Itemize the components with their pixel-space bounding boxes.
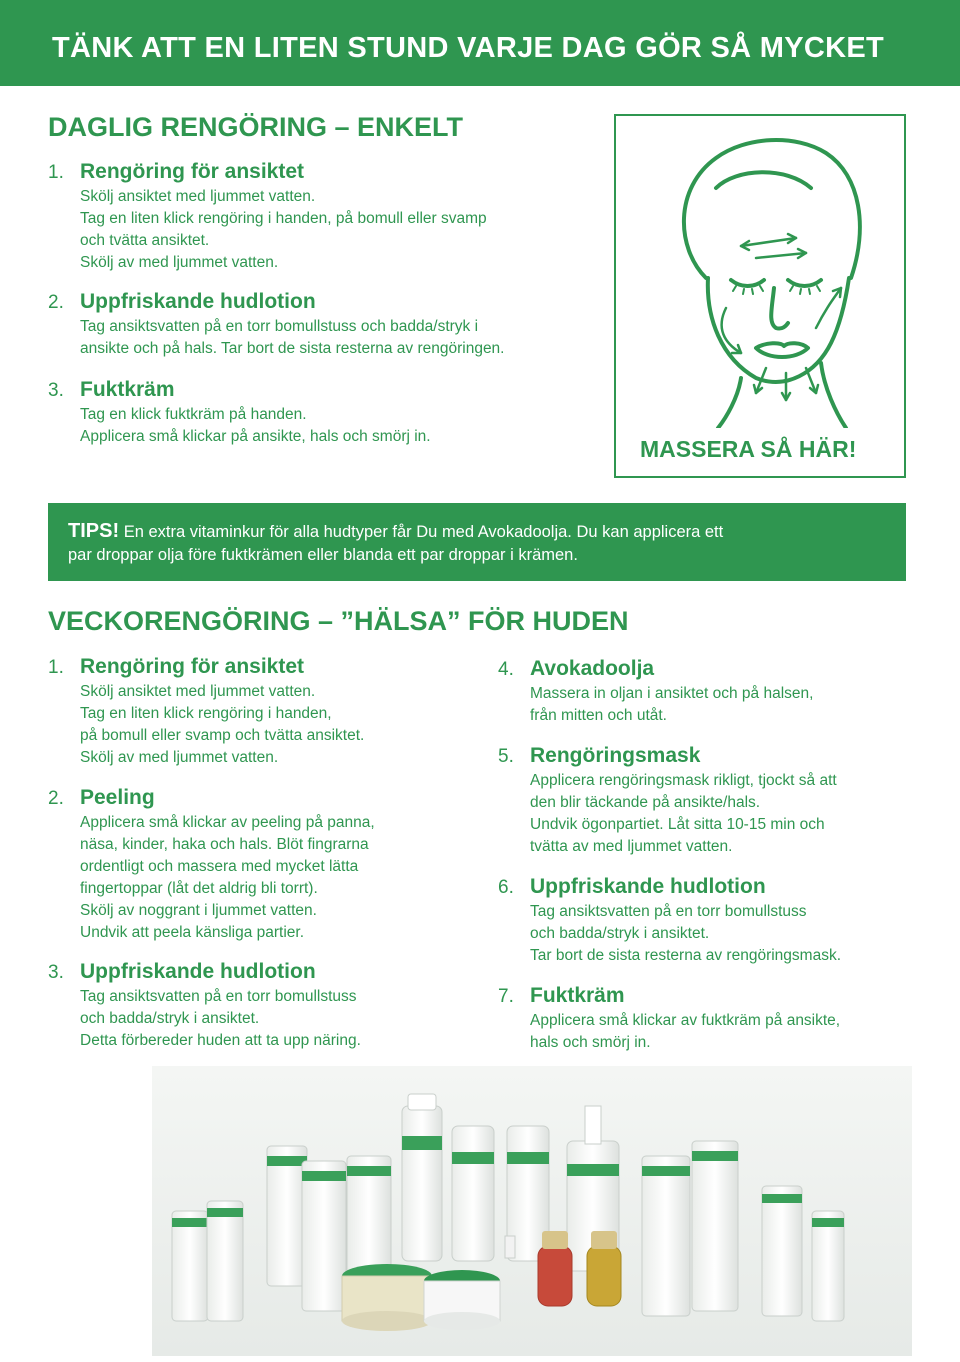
weekly-step-3 [48, 960, 361, 1052]
step-line: Tag en liten klick rengöring i handen, på bomull eller svamp [80, 210, 487, 227]
step-line: Applicera små klickar av fuktkräm på ansikte, [530, 1012, 841, 1029]
massage-caption: MASSERA SÅ HÄR! [640, 436, 857, 462]
weekly-section-title: VECKORENGÖRING – ”HÄLSA” FÖR HUDEN [48, 606, 629, 636]
step-line: från mitten och utåt. [530, 707, 667, 724]
face-massage-icon [646, 128, 878, 428]
daily-step-1 [48, 160, 487, 274]
top-banner [0, 0, 960, 86]
skincare-products-icon [152, 1066, 912, 1356]
step-title: Rengöring för ansiktet [80, 160, 305, 183]
step-line: och badda/stryk i ansiktet. [80, 1010, 260, 1027]
step-line: Skölj av med ljummet vatten. [80, 254, 279, 271]
step-line: hals och smörj in. [530, 1034, 651, 1051]
step-line: näsa, kinder, haka och hals. Blöt fingrarna [80, 836, 369, 853]
step-number: 1. [48, 162, 64, 183]
step-line: Tar bort de sista resterna av rengöringsmask. [530, 947, 841, 964]
step-title: Uppfriskande hudlotion [80, 290, 316, 313]
weekly-step-5 [498, 744, 837, 858]
tips-label: TIPS! [68, 520, 120, 542]
step-line: Massera in oljan i ansiktet och på halsen, [530, 685, 814, 702]
step-line: tvätta av med ljummet vatten. [530, 838, 733, 855]
step-line: och tvätta ansiktet. [80, 232, 210, 249]
step-number: 3. [48, 380, 64, 401]
step-line: Tag ansiktsvatten på en torr bomullstuss [530, 903, 807, 920]
banner-title: TÄNK ATT EN LITEN STUND VARJE DAG GÖR SÅ MYCKET [52, 32, 885, 64]
step-number: 7. [498, 986, 514, 1007]
step-line: Skölj av med ljummet vatten. [80, 749, 279, 766]
step-line: Applicera små klickar på ansikte, hals och smörj in. [80, 428, 431, 445]
tips-box [48, 503, 906, 581]
step-line: på bomull eller svamp och tvätta ansiktet. [80, 727, 365, 744]
step-number: 5. [498, 746, 514, 767]
step-line: den blir täckande på ansikte/hals. [530, 794, 761, 811]
step-title: Uppfriskande hudlotion [80, 960, 316, 983]
daily-step-3 [48, 378, 431, 448]
weekly-step-2 [48, 786, 375, 944]
daily-step-2 [48, 290, 505, 360]
step-number: 4. [498, 659, 514, 680]
step-line: Tag ansiktsvatten på en torr bomullstuss [80, 988, 357, 1005]
daily-section-title: DAGLIG RENGÖRING – ENKELT [48, 112, 464, 142]
step-number: 2. [48, 292, 64, 313]
step-line: och badda/stryk i ansiktet. [530, 925, 710, 942]
step-title: Avokadoolja [530, 657, 655, 680]
step-line: Applicera små klickar av peeling på panna, [80, 814, 375, 831]
step-title: Uppfriskande hudlotion [530, 875, 766, 898]
step-line: ansikte och på hals. Tar bort de sista resterna av rengöringen. [80, 340, 505, 357]
step-line: Tag ansiktsvatten på en torr bomullstuss och badda/stryk i [80, 318, 479, 335]
step-title: Fuktkräm [530, 984, 625, 1007]
weekly-step-7 [498, 984, 840, 1054]
step-line: Skölj ansiktet med ljummet vatten. [80, 683, 316, 700]
step-line: fingertoppar (låt det aldrig bli torrt). [80, 880, 318, 897]
step-line: Undvik ögonpartiet. Låt sitta 10-15 min och [530, 816, 825, 833]
step-number: 2. [48, 788, 64, 809]
massage-illustration-box [614, 114, 906, 478]
step-line: Applicera rengöringsmask rikligt, tjockt så att [530, 772, 837, 789]
step-line: Tag en liten klick rengöring i handen, [80, 705, 332, 722]
step-number: 1. [48, 657, 64, 678]
step-line: Skölj ansiktet med ljummet vatten. [80, 188, 316, 205]
weekly-step-4 [498, 657, 813, 727]
step-title: Rengöringsmask [530, 744, 701, 767]
weekly-step-6 [498, 875, 841, 967]
step-number: 3. [48, 962, 64, 983]
weekly-step-1 [48, 655, 364, 769]
step-title: Peeling [80, 786, 155, 809]
step-line: ordentligt och massera med mycket lätta [80, 858, 359, 875]
step-title: Fuktkräm [80, 378, 175, 401]
step-line: Tag en klick fuktkräm på handen. [80, 406, 307, 423]
step-line: Undvik att peela känsliga partier. [80, 924, 305, 941]
step-line: Skölj av noggrant i ljummet vatten. [80, 902, 317, 919]
products-photo [152, 1066, 912, 1356]
tips-text-line2: par droppar olja före fuktkrämen eller blanda ett par droppar i krämen. [68, 546, 578, 564]
tips-text-line1: En extra vitaminkur för alla hudtyper får Du med Avokadoolja. Du kan applicera ett [123, 523, 724, 541]
step-number: 6. [498, 877, 514, 898]
step-line: Detta förbereder huden att ta upp näring. [80, 1032, 361, 1049]
step-title: Rengöring för ansiktet [80, 655, 305, 678]
